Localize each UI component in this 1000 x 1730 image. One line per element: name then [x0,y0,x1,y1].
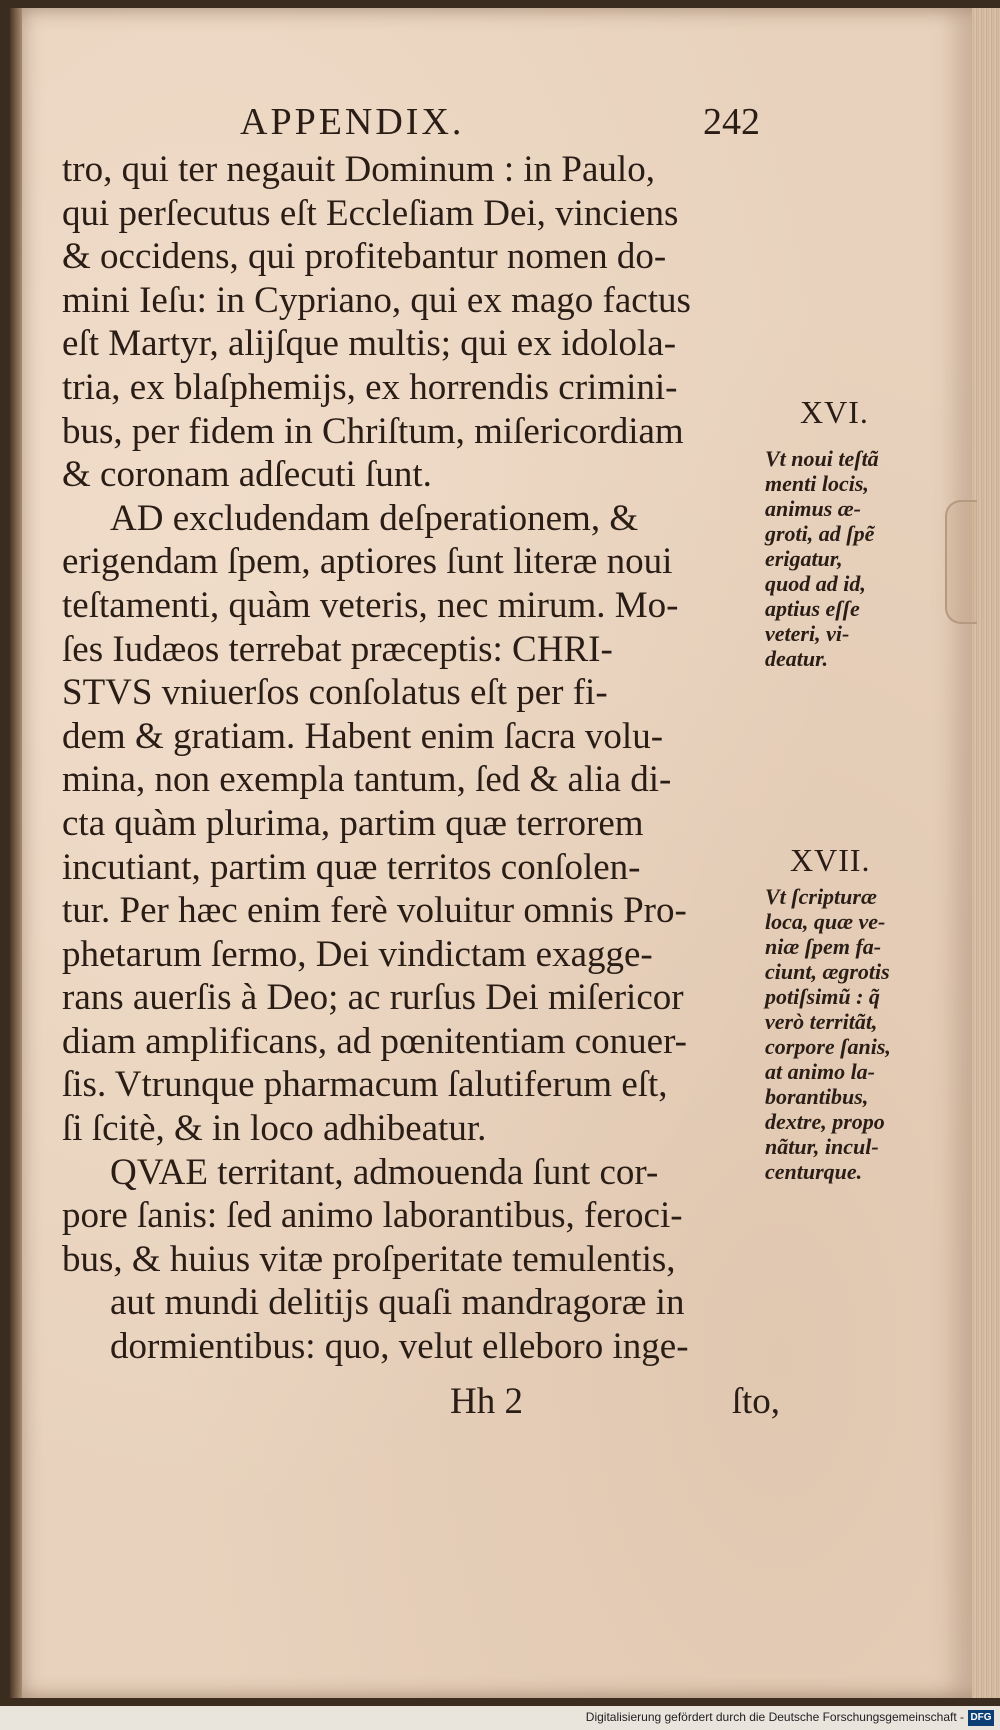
page-edges [972,8,1000,1698]
page-tab [945,500,977,624]
binding-gutter [10,8,22,1698]
text-line: rans auerſis à Deo; ac rurſus Dei miſericor [62,977,684,1019]
text-line: QVAE territant, admouenda ſunt cor- [110,1151,659,1193]
main-text-column [62,148,762,1369]
text-line: tur. Per hæc enim ferè voluitur omnis Pro- [62,890,687,932]
text-line: tro, qui ter negauit Dominum : in Paulo, [62,149,655,190]
note-line: borantibus, [765,1084,869,1109]
page-number: 242 [703,101,760,143]
text-line: & occidens, qui profitebantur nomen do- [62,236,667,278]
text-line: AD excludendam deſperationem, & [110,497,639,539]
text-line: pore ſanis: ſed animo laborantibus, feroci- [62,1195,683,1237]
text-line: bus, per fidem in Chriſtum, miſericordiam [62,410,684,452]
text-line: incutiant, partim quæ territos conſolen- [62,846,641,888]
note-line: menti locis, [765,471,869,496]
text-line: tria, ex blaſphemijs, ex horrendis crimini- [62,366,678,408]
note-line: corpore ſanis, [765,1034,891,1059]
note-line: dextre, propo [765,1109,885,1134]
footer-bar [0,1706,1000,1730]
note-line: aptius eſſe [765,596,860,621]
text-line: aut mundi delitijs quaſi mandragoræ in [110,1282,685,1324]
note-line: Vt noui teſtã [765,446,879,471]
note-line: loca, quæ ve- [765,909,886,934]
note-number-xvii: XVII. [790,842,871,878]
running-header [240,100,760,148]
text-line: dem & gratiam. Habent enim ſacra volu- [62,715,664,757]
header-title: APPENDIX. [240,101,465,143]
note-block-xvi [765,446,879,671]
signature-line [450,1380,780,1428]
note-line: potiſsimũ : q̃ [765,984,880,1009]
note-block-xvii [765,884,891,1184]
text-line: ſes Iudæos terrebat præceptis: CHRI- [62,628,613,670]
text-line: mina, non exempla tantum, ſed & alia di- [62,759,672,801]
note-line: veteri, vi- [765,621,850,646]
text-line: diam amplificans, ad pœnitentiam conuer- [62,1020,687,1062]
text-line: cta quàm plurima, partim quæ terrorem [62,802,644,844]
text-line: dormientibus: quo, velut elleboro inge- [110,1326,689,1368]
note-line: nãtur, incul- [765,1134,879,1159]
text-line: qui perſecutus eſt Eccleſiam Dei, vinciens [62,192,679,234]
text-line: & coronam adſecuti ſunt. [62,454,432,496]
note-line: verò territãt, [765,1009,878,1034]
text-line: mini Ieſu: in Cypriano, qui ex mago factus [62,279,691,321]
note-number-xvi: XVI. [800,394,869,430]
note-line: ciunt, ægrotis [765,959,890,984]
text-line: STVS vniuerſos conſolatus eſt per fi- [62,672,608,714]
text-line: eſt Martyr, alijſque multis; qui ex idolola- [62,323,677,365]
text-line: bus, & huius vitæ proſperitate temulentis, [62,1238,676,1280]
note-line: deatur. [765,646,828,671]
text-line: teſtamenti, quàm veteris, nec mirum. Mo- [62,584,679,626]
note-line: groti, ad ſpẽ [765,521,875,546]
book-page [10,8,972,1698]
note-line: centurque. [765,1159,863,1184]
text-line: ſi ſcitè, & in loco adhibeatur. [62,1108,487,1150]
dfg-logo-icon: DFG [968,1710,994,1726]
catchword: ſto, [731,1381,780,1422]
note-line: Vt ſcripturæ [765,884,877,909]
note-line: niæ ſpem fa- [765,934,882,959]
note-line: quod ad id, [765,571,866,596]
text-line: erigendam ſpem, aptiores ſunt literæ noui [62,541,673,583]
note-line: erigatur, [765,546,843,571]
note-line: animus æ- [765,496,861,521]
signature-mark: Hh 2 [450,1381,523,1422]
text-line: phetarum ſermo, Dei vindictam exagge- [62,933,653,975]
text-line: ſis. Vtrunque pharmacum ſalutiferum eſt, [62,1064,668,1106]
footer-credit: Digitalisierung gefördert durch die Deutsche Forschungsgemeinschaft - [585,1710,964,1724]
note-line: at animo la- [765,1059,876,1084]
